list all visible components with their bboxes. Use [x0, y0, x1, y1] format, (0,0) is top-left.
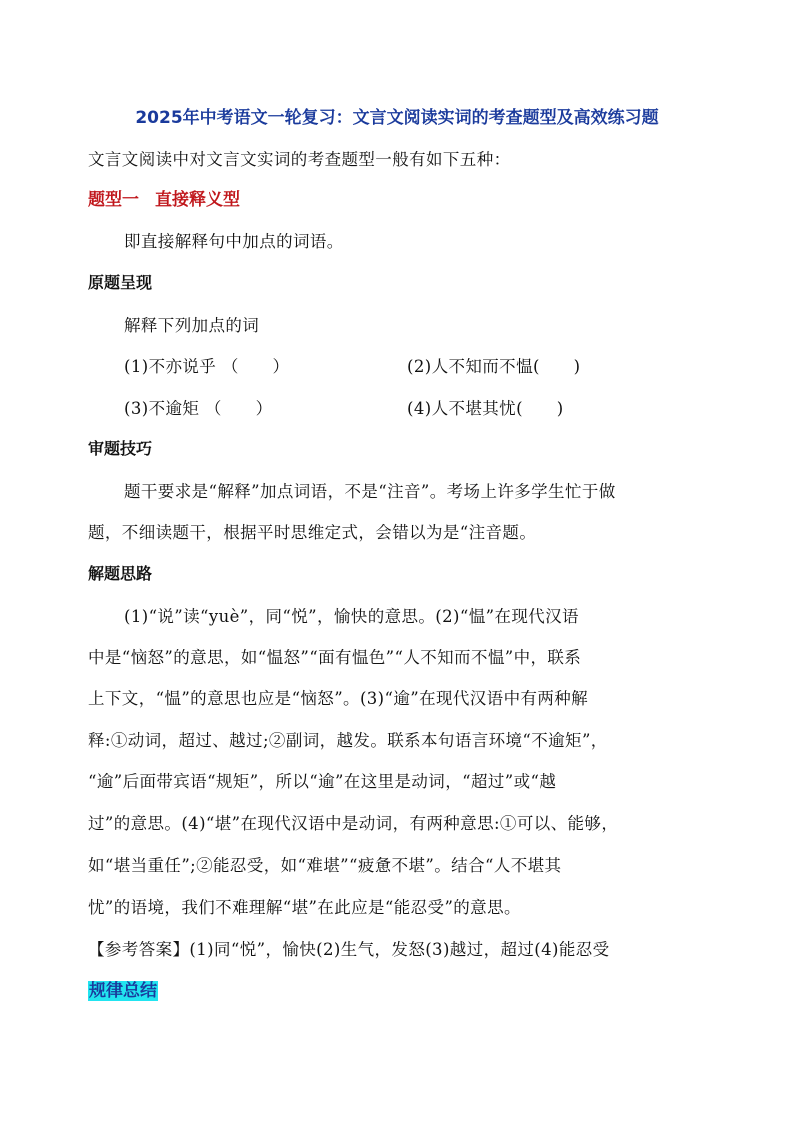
approach-line-2: 中是“恼怒”的意思，如“愠怒”“面有愠色”“人不知而不愠”中，联系	[88, 648, 582, 667]
skill-line-2: 题，不细读题干，根据平时思维定式，会错以为是“注音题。	[88, 523, 537, 542]
approach-line-6: 过”的意思。(4)“堪”在现代汉语中是动词，有两种意思:①可以、能够，	[88, 814, 619, 833]
document-title: 2025年中考语文一轮复习：文言文阅读实词的考查题型及高效练习题	[135, 108, 659, 128]
type1-description: 即直接解释句中加点的词语。	[124, 232, 344, 251]
approach-line-5: “逾”后面带宾语“规矩”，所以“逾”在这里是动词，“超过”或“越	[88, 772, 557, 791]
approach-line-8: 忧”的语境，我们不难理解“堪”在此应是“能忍受”的意思。	[88, 898, 521, 917]
approach-line-4: 释:①动词，超过、越过;②副词，越发。联系本句语言环境“不逾矩”，	[88, 731, 608, 750]
type1-label: 题型一	[88, 190, 139, 210]
section-heading-approach: 解题思路	[88, 564, 153, 583]
type1-heading	[88, 189, 240, 211]
summary-heading-line	[88, 980, 158, 1002]
approach-line-7: 如“堪当重任”;②能忍受，如“难堪”“疲惫不堪”。结合“人不堪其	[88, 856, 562, 875]
question-item-2: (2)人不知而不愠( )	[407, 357, 581, 376]
reference-answer: 【参考答案】(1)同“悦”，愉快(2)生气，发怒(3)越过，超过(4)能忍受	[88, 940, 610, 959]
question-item-3: (3)不逾矩 （ ）	[124, 399, 273, 418]
intro-text: 文言文阅读中对文言文实词的考查题型一般有如下五种：	[88, 150, 511, 169]
question-item-1: (1)不亦说乎 （ ）	[124, 357, 290, 376]
section-heading-skill: 审题技巧	[88, 439, 153, 458]
approach-line-3: 上下文，“愠”的意思也应是“恼怒”。(3)“逾”在现代汉语中有两种解	[88, 689, 589, 708]
question-item-4: (4)人不堪其忧( )	[407, 399, 564, 418]
approach-line-1: (1)“说”读“yuè”，同“悦”，愉快的意思。(2)“愠”在现代汉语	[124, 607, 579, 626]
question-instruction: 解释下列加点的词	[124, 316, 260, 335]
section-heading-original: 原题呈现	[88, 273, 153, 292]
skill-line-1: 题干要求是“解释”加点词语，不是“注音”。考场上许多学生忙于做	[124, 482, 616, 501]
type1-name: 直接释义型	[155, 190, 240, 210]
summary-heading: 规律总结	[89, 981, 157, 1001]
